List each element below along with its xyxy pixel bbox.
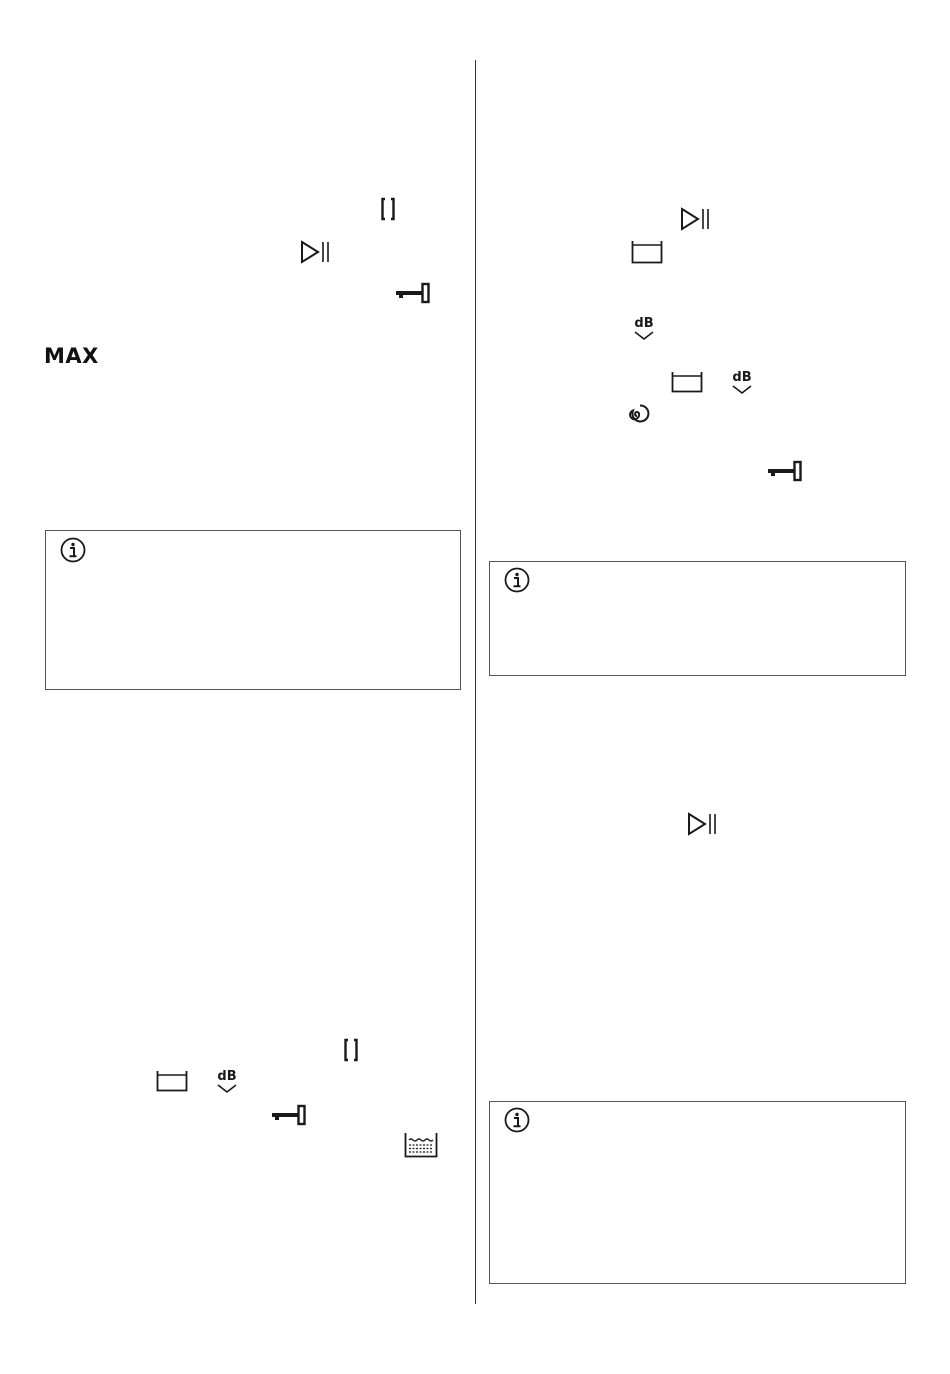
tub-icon [631, 240, 663, 264]
water-level-icon [404, 1132, 438, 1158]
start-pause-icon [300, 240, 332, 264]
child-lock-key-icon [767, 460, 803, 482]
tub-icon [671, 371, 703, 393]
start-pause-icon [687, 812, 719, 836]
column-divider [475, 60, 476, 1304]
db-low-noise-icon [631, 314, 657, 342]
tub-icon [156, 1070, 188, 1092]
note-box-2 [489, 561, 906, 676]
child-lock-key-icon [395, 282, 431, 304]
start-pause-icon [680, 207, 712, 231]
display-digit-icon [381, 197, 395, 221]
info-icon [504, 567, 528, 591]
svg-text:dB: dB [217, 1069, 237, 1084]
display-digit-icon [344, 1038, 358, 1062]
note-box-1 [45, 530, 461, 690]
db-low-noise-icon [729, 368, 755, 396]
max-label: MAX [44, 344, 99, 368]
svg-text:dB: dB [732, 370, 752, 385]
db-low-noise-icon [214, 1067, 240, 1095]
note-box-3 [489, 1101, 906, 1284]
svg-text:dB: dB [634, 316, 654, 331]
spin-spiral-icon [625, 403, 649, 429]
info-icon [60, 537, 84, 561]
info-icon [504, 1107, 528, 1131]
child-lock-key-icon [271, 1104, 307, 1126]
